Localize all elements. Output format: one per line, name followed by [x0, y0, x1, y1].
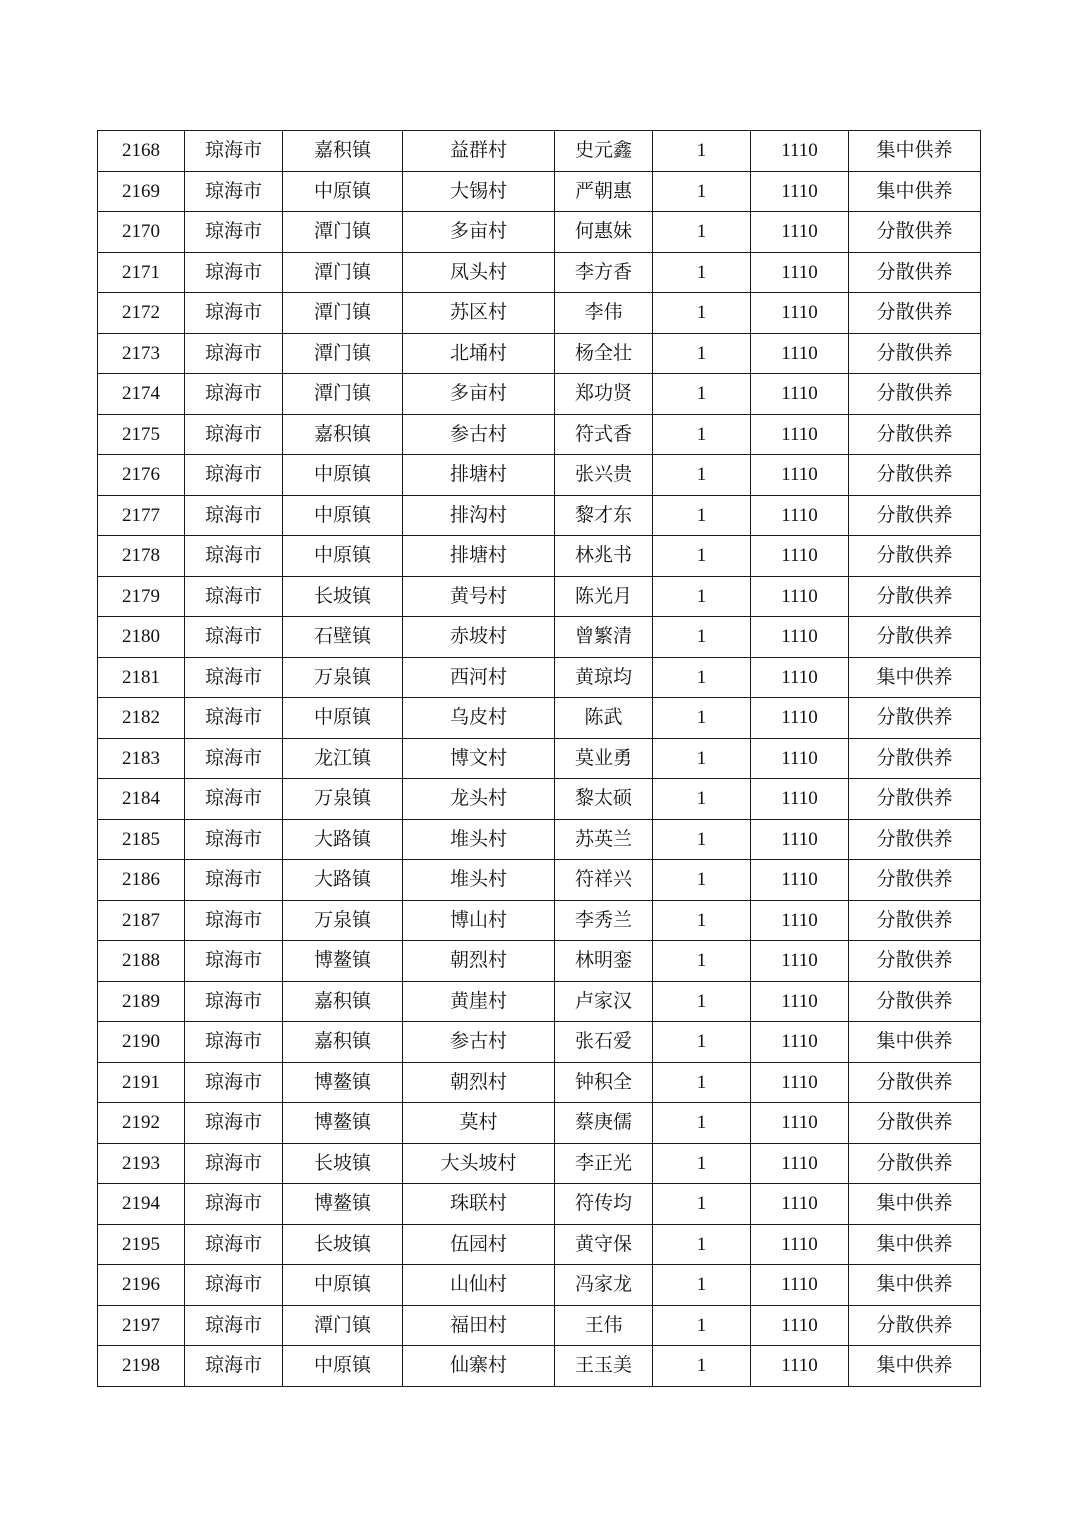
table-row [98, 1305, 981, 1346]
table-row [98, 333, 981, 374]
city-cell: 琼海市 [185, 1022, 283, 1063]
amount-cell: 1110 [751, 333, 849, 374]
city-cell: 琼海市 [185, 333, 283, 374]
village-cell: 排塘村 [403, 455, 555, 496]
support-type-cell: 分散供养 [849, 941, 981, 982]
person-name-cell: 王伟 [555, 1305, 653, 1346]
village-cell: 凤头村 [403, 252, 555, 293]
count-cell: 1 [653, 576, 751, 617]
serial-number-cell: 2170 [98, 212, 185, 253]
support-type-cell: 分散供养 [849, 455, 981, 496]
count-cell: 1 [653, 1305, 751, 1346]
village-cell: 赤坡村 [403, 617, 555, 658]
person-name-cell: 莫业勇 [555, 738, 653, 779]
table-row [98, 1346, 981, 1387]
support-type-cell: 分散供养 [849, 374, 981, 415]
serial-number-cell: 2179 [98, 576, 185, 617]
village-cell: 博文村 [403, 738, 555, 779]
table-row [98, 536, 981, 577]
town-cell: 大路镇 [283, 860, 403, 901]
person-name-cell: 钟积全 [555, 1062, 653, 1103]
town-cell: 龙江镇 [283, 738, 403, 779]
city-cell: 琼海市 [185, 779, 283, 820]
village-cell: 多亩村 [403, 212, 555, 253]
village-cell: 大锡村 [403, 171, 555, 212]
count-cell: 1 [653, 1224, 751, 1265]
serial-number-cell: 2172 [98, 293, 185, 334]
village-cell: 多亩村 [403, 374, 555, 415]
city-cell: 琼海市 [185, 536, 283, 577]
serial-number-cell: 2177 [98, 495, 185, 536]
city-cell: 琼海市 [185, 1265, 283, 1306]
city-cell: 琼海市 [185, 860, 283, 901]
village-cell: 伍园村 [403, 1224, 555, 1265]
count-cell: 1 [653, 738, 751, 779]
table-row [98, 1143, 981, 1184]
table-row [98, 1022, 981, 1063]
amount-cell: 1110 [751, 576, 849, 617]
city-cell: 琼海市 [185, 1224, 283, 1265]
support-type-cell: 分散供养 [849, 819, 981, 860]
city-cell: 琼海市 [185, 617, 283, 658]
support-type-cell: 分散供养 [849, 981, 981, 1022]
table-row [98, 171, 981, 212]
town-cell: 嘉积镇 [283, 981, 403, 1022]
person-name-cell: 黄守保 [555, 1224, 653, 1265]
village-cell: 山仙村 [403, 1265, 555, 1306]
village-cell: 珠联村 [403, 1184, 555, 1225]
village-cell: 莫村 [403, 1103, 555, 1144]
village-cell: 黄号村 [403, 576, 555, 617]
person-name-cell: 曾繁清 [555, 617, 653, 658]
village-cell: 龙头村 [403, 779, 555, 820]
person-name-cell: 黎太硕 [555, 779, 653, 820]
village-cell: 堆头村 [403, 860, 555, 901]
table-row [98, 212, 981, 253]
support-type-cell: 分散供养 [849, 900, 981, 941]
count-cell: 1 [653, 333, 751, 374]
count-cell: 1 [653, 1062, 751, 1103]
city-cell: 琼海市 [185, 1305, 283, 1346]
person-name-cell: 李伟 [555, 293, 653, 334]
serial-number-cell: 2198 [98, 1346, 185, 1387]
village-cell: 乌皮村 [403, 698, 555, 739]
count-cell: 1 [653, 536, 751, 577]
serial-number-cell: 2173 [98, 333, 185, 374]
count-cell: 1 [653, 495, 751, 536]
town-cell: 中原镇 [283, 1265, 403, 1306]
amount-cell: 1110 [751, 698, 849, 739]
support-type-cell: 分散供养 [849, 333, 981, 374]
city-cell: 琼海市 [185, 1346, 283, 1387]
table-row [98, 1062, 981, 1103]
town-cell: 万泉镇 [283, 657, 403, 698]
person-name-cell: 张石爱 [555, 1022, 653, 1063]
amount-cell: 1110 [751, 293, 849, 334]
support-type-cell: 分散供养 [849, 1143, 981, 1184]
serial-number-cell: 2188 [98, 941, 185, 982]
table-row [98, 1103, 981, 1144]
person-name-cell: 郑功贤 [555, 374, 653, 415]
village-cell: 排塘村 [403, 536, 555, 577]
count-cell: 1 [653, 819, 751, 860]
amount-cell: 1110 [751, 495, 849, 536]
village-cell: 北埇村 [403, 333, 555, 374]
count-cell: 1 [653, 981, 751, 1022]
amount-cell: 1110 [751, 131, 849, 172]
town-cell: 中原镇 [283, 536, 403, 577]
serial-number-cell: 2191 [98, 1062, 185, 1103]
count-cell: 1 [653, 131, 751, 172]
amount-cell: 1110 [751, 1184, 849, 1225]
village-cell: 仙寨村 [403, 1346, 555, 1387]
serial-number-cell: 2181 [98, 657, 185, 698]
count-cell: 1 [653, 900, 751, 941]
amount-cell: 1110 [751, 252, 849, 293]
town-cell: 中原镇 [283, 455, 403, 496]
serial-number-cell: 2193 [98, 1143, 185, 1184]
table-row [98, 1224, 981, 1265]
town-cell: 万泉镇 [283, 779, 403, 820]
town-cell: 大路镇 [283, 819, 403, 860]
city-cell: 琼海市 [185, 1184, 283, 1225]
amount-cell: 1110 [751, 738, 849, 779]
amount-cell: 1110 [751, 981, 849, 1022]
amount-cell: 1110 [751, 1265, 849, 1306]
city-cell: 琼海市 [185, 414, 283, 455]
amount-cell: 1110 [751, 941, 849, 982]
support-type-cell: 集中供养 [849, 1265, 981, 1306]
serial-number-cell: 2195 [98, 1224, 185, 1265]
town-cell: 潭门镇 [283, 212, 403, 253]
support-type-cell: 分散供养 [849, 779, 981, 820]
table-row [98, 981, 981, 1022]
serial-number-cell: 2169 [98, 171, 185, 212]
serial-number-cell: 2180 [98, 617, 185, 658]
count-cell: 1 [653, 779, 751, 820]
person-name-cell: 黄琼均 [555, 657, 653, 698]
serial-number-cell: 2183 [98, 738, 185, 779]
table-row [98, 495, 981, 536]
town-cell: 潭门镇 [283, 293, 403, 334]
person-name-cell: 李正光 [555, 1143, 653, 1184]
count-cell: 1 [653, 617, 751, 658]
table-row [98, 698, 981, 739]
table-row [98, 374, 981, 415]
count-cell: 1 [653, 374, 751, 415]
amount-cell: 1110 [751, 374, 849, 415]
support-type-cell: 分散供养 [849, 1103, 981, 1144]
person-name-cell: 严朝惠 [555, 171, 653, 212]
count-cell: 1 [653, 1022, 751, 1063]
amount-cell: 1110 [751, 1103, 849, 1144]
table-row [98, 941, 981, 982]
support-type-cell: 分散供养 [849, 212, 981, 253]
person-name-cell: 林明銮 [555, 941, 653, 982]
village-cell: 博山村 [403, 900, 555, 941]
table-row [98, 455, 981, 496]
table-row [98, 738, 981, 779]
record-table [97, 130, 981, 1387]
city-cell: 琼海市 [185, 941, 283, 982]
count-cell: 1 [653, 860, 751, 901]
town-cell: 石壁镇 [283, 617, 403, 658]
town-cell: 潭门镇 [283, 252, 403, 293]
city-cell: 琼海市 [185, 495, 283, 536]
person-name-cell: 苏英兰 [555, 819, 653, 860]
city-cell: 琼海市 [185, 374, 283, 415]
serial-number-cell: 2184 [98, 779, 185, 820]
count-cell: 1 [653, 1103, 751, 1144]
amount-cell: 1110 [751, 860, 849, 901]
serial-number-cell: 2192 [98, 1103, 185, 1144]
serial-number-cell: 2171 [98, 252, 185, 293]
amount-cell: 1110 [751, 657, 849, 698]
city-cell: 琼海市 [185, 900, 283, 941]
city-cell: 琼海市 [185, 738, 283, 779]
serial-number-cell: 2174 [98, 374, 185, 415]
table-row [98, 576, 981, 617]
city-cell: 琼海市 [185, 576, 283, 617]
town-cell: 长坡镇 [283, 1224, 403, 1265]
support-type-cell: 分散供养 [849, 536, 981, 577]
support-type-cell: 分散供养 [849, 1305, 981, 1346]
person-name-cell: 陈武 [555, 698, 653, 739]
table-row [98, 819, 981, 860]
serial-number-cell: 2187 [98, 900, 185, 941]
city-cell: 琼海市 [185, 252, 283, 293]
city-cell: 琼海市 [185, 171, 283, 212]
support-type-cell: 集中供养 [849, 171, 981, 212]
serial-number-cell: 2189 [98, 981, 185, 1022]
town-cell: 嘉积镇 [283, 1022, 403, 1063]
person-name-cell: 黎才东 [555, 495, 653, 536]
person-name-cell: 何惠妹 [555, 212, 653, 253]
table-row [98, 252, 981, 293]
serial-number-cell: 2190 [98, 1022, 185, 1063]
city-cell: 琼海市 [185, 455, 283, 496]
serial-number-cell: 2186 [98, 860, 185, 901]
record-table-body [98, 131, 981, 1387]
city-cell: 琼海市 [185, 212, 283, 253]
table-row [98, 860, 981, 901]
table-row [98, 131, 981, 172]
amount-cell: 1110 [751, 536, 849, 577]
amount-cell: 1110 [751, 819, 849, 860]
support-type-cell: 分散供养 [849, 414, 981, 455]
village-cell: 苏区村 [403, 293, 555, 334]
support-type-cell: 分散供养 [849, 252, 981, 293]
serial-number-cell: 2175 [98, 414, 185, 455]
table-row [98, 657, 981, 698]
person-name-cell: 陈光月 [555, 576, 653, 617]
person-name-cell: 张兴贵 [555, 455, 653, 496]
count-cell: 1 [653, 698, 751, 739]
town-cell: 嘉积镇 [283, 131, 403, 172]
support-type-cell: 集中供养 [849, 657, 981, 698]
city-cell: 琼海市 [185, 131, 283, 172]
village-cell: 参古村 [403, 1022, 555, 1063]
table-row [98, 900, 981, 941]
person-name-cell: 史元鑫 [555, 131, 653, 172]
count-cell: 1 [653, 1265, 751, 1306]
support-type-cell: 集中供养 [849, 131, 981, 172]
count-cell: 1 [653, 252, 751, 293]
city-cell: 琼海市 [185, 981, 283, 1022]
count-cell: 1 [653, 171, 751, 212]
village-cell: 黄崖村 [403, 981, 555, 1022]
village-cell: 堆头村 [403, 819, 555, 860]
amount-cell: 1110 [751, 1022, 849, 1063]
support-type-cell: 分散供养 [849, 617, 981, 658]
support-type-cell: 集中供养 [849, 1224, 981, 1265]
support-type-cell: 分散供养 [849, 293, 981, 334]
amount-cell: 1110 [751, 779, 849, 820]
serial-number-cell: 2182 [98, 698, 185, 739]
town-cell: 博鳌镇 [283, 941, 403, 982]
count-cell: 1 [653, 212, 751, 253]
village-cell: 西河村 [403, 657, 555, 698]
amount-cell: 1110 [751, 455, 849, 496]
city-cell: 琼海市 [185, 698, 283, 739]
serial-number-cell: 2168 [98, 131, 185, 172]
village-cell: 朝烈村 [403, 941, 555, 982]
amount-cell: 1110 [751, 1143, 849, 1184]
amount-cell: 1110 [751, 1305, 849, 1346]
person-name-cell: 王玉美 [555, 1346, 653, 1387]
town-cell: 长坡镇 [283, 1143, 403, 1184]
count-cell: 1 [653, 657, 751, 698]
table-row [98, 779, 981, 820]
support-type-cell: 分散供养 [849, 495, 981, 536]
amount-cell: 1110 [751, 1346, 849, 1387]
table-row [98, 1265, 981, 1306]
town-cell: 长坡镇 [283, 576, 403, 617]
city-cell: 琼海市 [185, 819, 283, 860]
village-cell: 排沟村 [403, 495, 555, 536]
amount-cell: 1110 [751, 212, 849, 253]
person-name-cell: 杨全壮 [555, 333, 653, 374]
city-cell: 琼海市 [185, 1103, 283, 1144]
town-cell: 嘉积镇 [283, 414, 403, 455]
city-cell: 琼海市 [185, 293, 283, 334]
serial-number-cell: 2185 [98, 819, 185, 860]
count-cell: 1 [653, 414, 751, 455]
city-cell: 琼海市 [185, 1143, 283, 1184]
count-cell: 1 [653, 1346, 751, 1387]
serial-number-cell: 2178 [98, 536, 185, 577]
amount-cell: 1110 [751, 1062, 849, 1103]
amount-cell: 1110 [751, 617, 849, 658]
support-type-cell: 分散供养 [849, 576, 981, 617]
person-name-cell: 符式香 [555, 414, 653, 455]
table-row [98, 414, 981, 455]
village-cell: 朝烈村 [403, 1062, 555, 1103]
support-type-cell: 分散供养 [849, 738, 981, 779]
count-cell: 1 [653, 293, 751, 334]
support-type-cell: 集中供养 [849, 1022, 981, 1063]
count-cell: 1 [653, 1143, 751, 1184]
table-row [98, 293, 981, 334]
village-cell: 益群村 [403, 131, 555, 172]
town-cell: 博鳌镇 [283, 1103, 403, 1144]
person-name-cell: 符传均 [555, 1184, 653, 1225]
person-name-cell: 符祥兴 [555, 860, 653, 901]
person-name-cell: 李秀兰 [555, 900, 653, 941]
serial-number-cell: 2196 [98, 1265, 185, 1306]
count-cell: 1 [653, 1184, 751, 1225]
village-cell: 参古村 [403, 414, 555, 455]
person-name-cell: 蔡庚儒 [555, 1103, 653, 1144]
town-cell: 中原镇 [283, 171, 403, 212]
count-cell: 1 [653, 455, 751, 496]
support-type-cell: 分散供养 [849, 698, 981, 739]
village-cell: 大头坡村 [403, 1143, 555, 1184]
person-name-cell: 李方香 [555, 252, 653, 293]
amount-cell: 1110 [751, 414, 849, 455]
city-cell: 琼海市 [185, 1062, 283, 1103]
serial-number-cell: 2194 [98, 1184, 185, 1225]
town-cell: 万泉镇 [283, 900, 403, 941]
city-cell: 琼海市 [185, 657, 283, 698]
village-cell: 福田村 [403, 1305, 555, 1346]
person-name-cell: 林兆书 [555, 536, 653, 577]
town-cell: 潭门镇 [283, 374, 403, 415]
serial-number-cell: 2176 [98, 455, 185, 496]
amount-cell: 1110 [751, 1224, 849, 1265]
support-type-cell: 分散供养 [849, 1062, 981, 1103]
amount-cell: 1110 [751, 171, 849, 212]
town-cell: 中原镇 [283, 698, 403, 739]
support-type-cell: 集中供养 [849, 1184, 981, 1225]
town-cell: 中原镇 [283, 1346, 403, 1387]
support-type-cell: 分散供养 [849, 860, 981, 901]
town-cell: 潭门镇 [283, 333, 403, 374]
support-type-cell: 集中供养 [849, 1346, 981, 1387]
town-cell: 博鳌镇 [283, 1184, 403, 1225]
table-row [98, 617, 981, 658]
town-cell: 博鳌镇 [283, 1062, 403, 1103]
table-row [98, 1184, 981, 1225]
person-name-cell: 冯家龙 [555, 1265, 653, 1306]
serial-number-cell: 2197 [98, 1305, 185, 1346]
count-cell: 1 [653, 941, 751, 982]
amount-cell: 1110 [751, 900, 849, 941]
person-name-cell: 卢家汉 [555, 981, 653, 1022]
town-cell: 中原镇 [283, 495, 403, 536]
town-cell: 潭门镇 [283, 1305, 403, 1346]
